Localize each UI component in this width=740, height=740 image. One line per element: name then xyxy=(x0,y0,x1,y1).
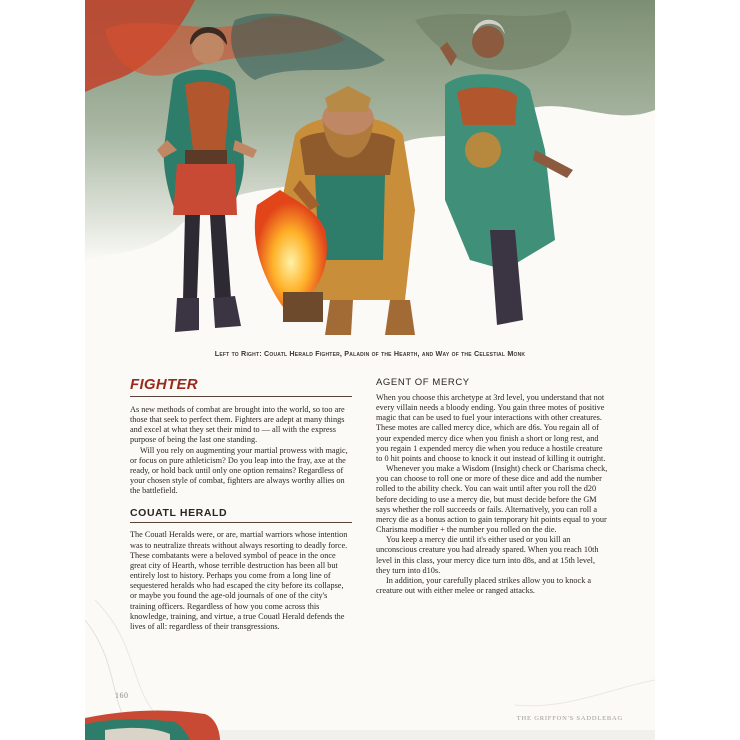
couatl-herald-paragraph: The Couatl Heralds were, or are, martial warriors whose intention was to neutralize threats without always resorting to deadly force. These combatants were a beloved symbol of peace in the once great city of Hearth, whose terrible destruction has been all but entirely lost to history. Perhaps you come from a long line of sequestered heralds who had escaped the city before its collapse, or maybe you found the age-old journals of one of the city's training officers. Regardless of how you come across this knowledge, training, and virtue, a true Couatl Herald defends the lives of all: regardless of their transgressions. xyxy=(130,530,348,631)
book-title-footer: THE GRIFFON'S SADDLEBAG xyxy=(516,715,623,722)
mercy-paragraph-3: You keep a mercy die until it's either used or you kill an unconscious creature you had already spared. When you reach 10th level in this class, your mercy dice turn into d8s, and at 15th level, they turn into d10s. xyxy=(376,535,599,575)
character-illustration xyxy=(85,0,655,345)
agent-of-mercy-heading: AGENT OF MERCY xyxy=(376,377,470,388)
illustration-caption: Left to Right: Couatl Herald Fighter, Paladin of the Hearth, and Way of the Celestial Monk xyxy=(214,349,526,358)
heading-rule xyxy=(130,396,352,397)
fighter-paragraph-2: Will you rely on augmenting your martial prowess with magic, or focus on pure athleticism? Do you leap into the fray, axe at the ready, or hold back until only one option remains? Regardless of your chosen style of combat, fighters are always worthy allies on the battlefield. xyxy=(130,445,348,496)
mercy-paragraph-2: Whenever you make a Wisdom (Insight) check or Charisma check, you can choose to roll one or more of these dice and add the number rolled to the ability check. You can wait until after you roll the d20 before deciding to use a mercy die, but must decide before the GM says whether the roll succeeds or fails. Alternatively, you can roll a mercy die as a bonus action to gain temporary hit points equal to your Charisma modifier + the number you rolled on the die. xyxy=(376,464,608,535)
page-number: 160 xyxy=(115,691,129,700)
mercy-paragraph-4: In addition, your carefully placed strikes allow you to knock a creature out with either melee or ranged attacks. xyxy=(376,575,592,595)
mercy-paragraph-1: When you choose this archetype at 3rd level, you understand that not every villain needs a bloody ending. You gain three motes of positive magic that can be used to fuel your interactions with other creatures. These motes are called mercy dice, which are d6s. You regain all of your expended mercy dice when you finish a short or long rest, and you regain 1 expended mercy die when you reduce a hostile creature to 0 hit points and choose to knock it out instead of killing it outright. xyxy=(376,393,606,463)
subheading-rule xyxy=(130,522,352,523)
couatl-herald-heading: COUATL HERALD xyxy=(130,507,228,520)
fighter-paragraph-1: As new methods of combat are brought into the world, so too are those that seek to perfect them. Fighters are adept at many things and excel at what they set their mind to — all with the express purpose of being the last one standing. xyxy=(130,405,345,445)
fighter-heading: FIGHTER xyxy=(130,376,198,393)
book-page xyxy=(85,0,655,740)
